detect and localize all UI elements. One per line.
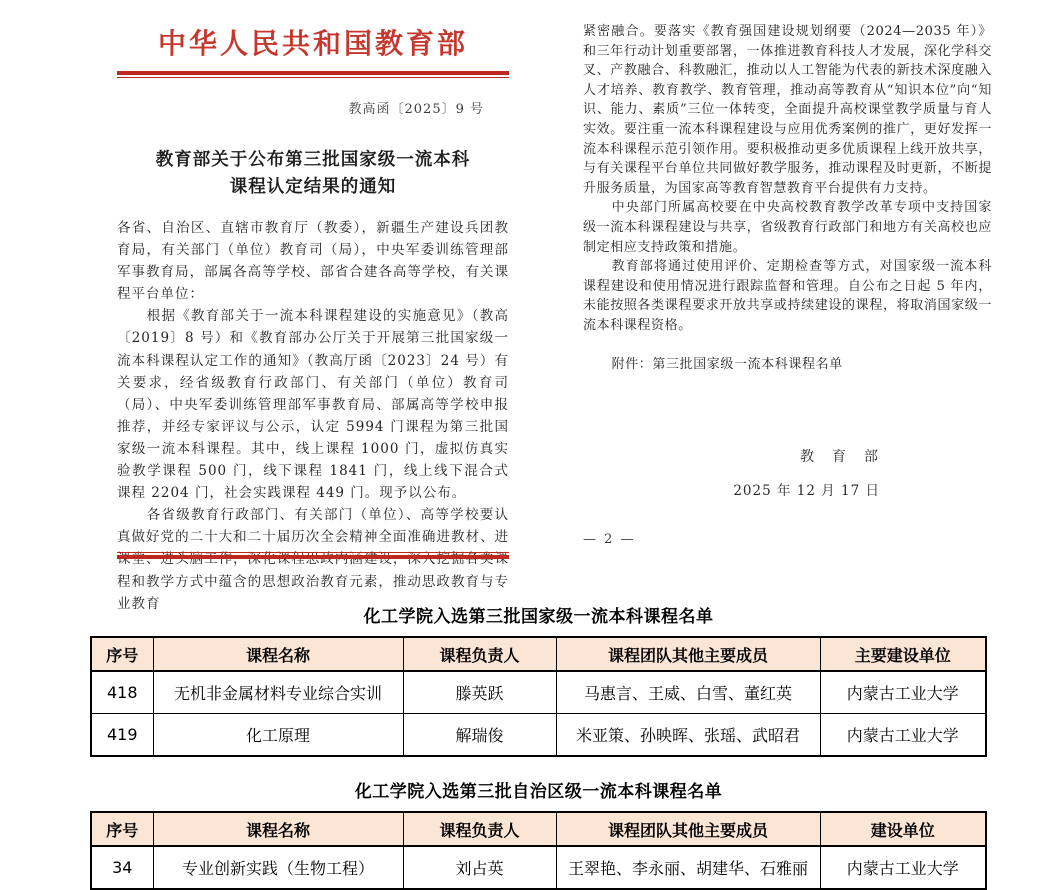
- table-row: [91, 846, 986, 889]
- cell-unit: 内蒙古工业大学: [820, 846, 986, 889]
- table-title-national: 化工学院入选第三批国家级一流本科课程名单: [363, 607, 714, 627]
- course-tables-section: [90, 602, 987, 890]
- table-row: [91, 714, 986, 757]
- cell-leader: 滕英跃: [403, 671, 556, 714]
- table-title-regional: 化工学院入选第三批自治区级一流本科课程名单: [354, 782, 723, 802]
- paragraph-continuation: 紧密融合。要落实《教育强国建设规划纲要（2024—2035 年）》和三年行动计划重要部署，一体推进教育科技人才发展，深化学科交叉、产教融合、科教融汇，推动以人工智能为代表的新技术深度融入人才培养、教育教学、教育管理，推动高等教育从“知识本位”向“知识、能力、素质”三位一体转变，全面提升高校课堂教学质量与育人实效。要注重一流本科课程建设与应用优秀案例的推广，更好发挥一流本科课程示范引领作用。要积极推动更多优质课程上线开放共享，与有关课程平台单位共同做好教学服务，推动课程及时更新，不断提升服务质量，为国家高等教育智慧教育平台提供有力支持。: [583, 24, 992, 196]
- cell-course-name: 化工原理: [153, 714, 403, 757]
- paragraph-requirements: 各省级教育行政部门、有关部门（单位）、高等学校要认真做好党的二十大和二十届历次全会精神全面准确进教材、进课堂、进头脑工作，深化课程思政内涵建设，深入挖掘各类课程和教学方式中蕴含的思想政治教育元素，推动思政教育与专业教育: [117, 507, 509, 612]
- cell-index: 419: [91, 714, 153, 757]
- signer-name: 教 育 部: [800, 449, 880, 466]
- header-cell-leader: 课程负责人: [403, 637, 556, 671]
- paragraph-basis: 根据《教育部关于一流本科课程建设的实施意见》（教高〔2019〕8 号）和《教育部办公厅关于开展第三批国家级一流本科课程认定工作的通知》（教高厅函〔2023〕24 号）有关要求，经省级教育行政部门、有关部门（单位）教育司（局）、中央军委训练管理部军事教育局、部属高等学校申报推荐，并经专家评议与公示，认定 5994 门课程为第三批国家级一流本科课程。其中，线上课程 1000 门，虚拟仿真实验教学课程 500 门，线下课程 1841 门，线上线下混合式课程 2204 门，社会实践课程 449 门。现予以公布。: [117, 308, 509, 502]
- document-page-1: [117, 20, 509, 615]
- sign-date: 2025 年 12 月 17 日: [733, 483, 880, 500]
- header-cell-index: 序号: [91, 812, 153, 846]
- header-cell-team: 课程团队其他主要成员: [556, 637, 820, 671]
- document-page-2: [583, 22, 992, 499]
- agency-title: 中华人民共和国教育部: [157, 27, 468, 60]
- table-row: [91, 671, 986, 714]
- signature-block: [583, 446, 992, 499]
- cell-index: 418: [91, 671, 153, 714]
- paragraph-salutation: 各省、自治区、直辖市教育厅（教委），新疆生产建设兵团教育局，有关部门（单位）教育司（局），中央军委训练管理部军事教育局，部属各高等学校、部省合建各高等学校，有关课程平台单位：: [117, 220, 509, 303]
- header-cell-course-name: 课程名称: [153, 812, 403, 846]
- paragraph-supervision: 教育部将通过使用评价、定期检查等方式，对国家级一流本科课程建设和使用情况进行跟踪监督和管理。自公布之日起 5 年内，未能按照各类课程要求开放共享或持续建设的课程，将取消国家级一流本科课程资格。: [583, 259, 992, 333]
- cell-leader: 刘占英: [403, 846, 556, 889]
- paragraph-central-support: 中央部门所属高校要在中央高校教育教学改革专项中支持国家级一流本科课程建设与共享，省级教育行政部门和地方有关高校也应制定相应支持政策和措施。: [583, 200, 992, 255]
- header-cell-index: 序号: [91, 637, 153, 671]
- red-header-rule: [117, 71, 509, 78]
- cell-team: 马惠言、王威、白雪、董红英: [556, 671, 820, 714]
- header-cell-unit: 建设单位: [820, 812, 986, 846]
- document-title-line2: 课程认定结果的通知: [229, 177, 397, 197]
- cell-team: 米亚策、孙映晖、张瑶、武昭君: [556, 714, 820, 757]
- attachment-line: 附件：第三批国家级一流本科课程名单: [611, 356, 843, 372]
- document-title-line1: 教育部关于公布第三批国家级一流本科: [155, 150, 471, 170]
- red-footer-rule: [117, 552, 509, 559]
- cell-team: 王翠艳、李永丽、胡建华、石雅丽: [556, 846, 820, 889]
- document-title: [117, 147, 509, 201]
- cell-index: 34: [91, 846, 153, 889]
- cell-unit: 内蒙古工业大学: [820, 671, 986, 714]
- page-number: — 2 —: [583, 532, 636, 547]
- table-header-row: [91, 637, 986, 671]
- national-course-table: [90, 636, 987, 757]
- document-number: 教高函〔2025〕9 号: [348, 102, 484, 117]
- header-cell-leader: 课程负责人: [403, 812, 556, 846]
- header-cell-course-name: 课程名称: [153, 637, 403, 671]
- table-header-row: [91, 812, 986, 846]
- header-cell-unit: 主要建设单位: [820, 637, 986, 671]
- header-cell-team: 课程团队其他主要成员: [556, 812, 820, 846]
- cell-course-name: 无机非金属材料专业综合实训: [153, 671, 403, 714]
- regional-course-table: [90, 811, 987, 890]
- cell-unit: 内蒙古工业大学: [820, 714, 986, 757]
- cell-course-name: 专业创新实践（生物工程）: [153, 846, 403, 889]
- cell-leader: 解瑞俊: [403, 714, 556, 757]
